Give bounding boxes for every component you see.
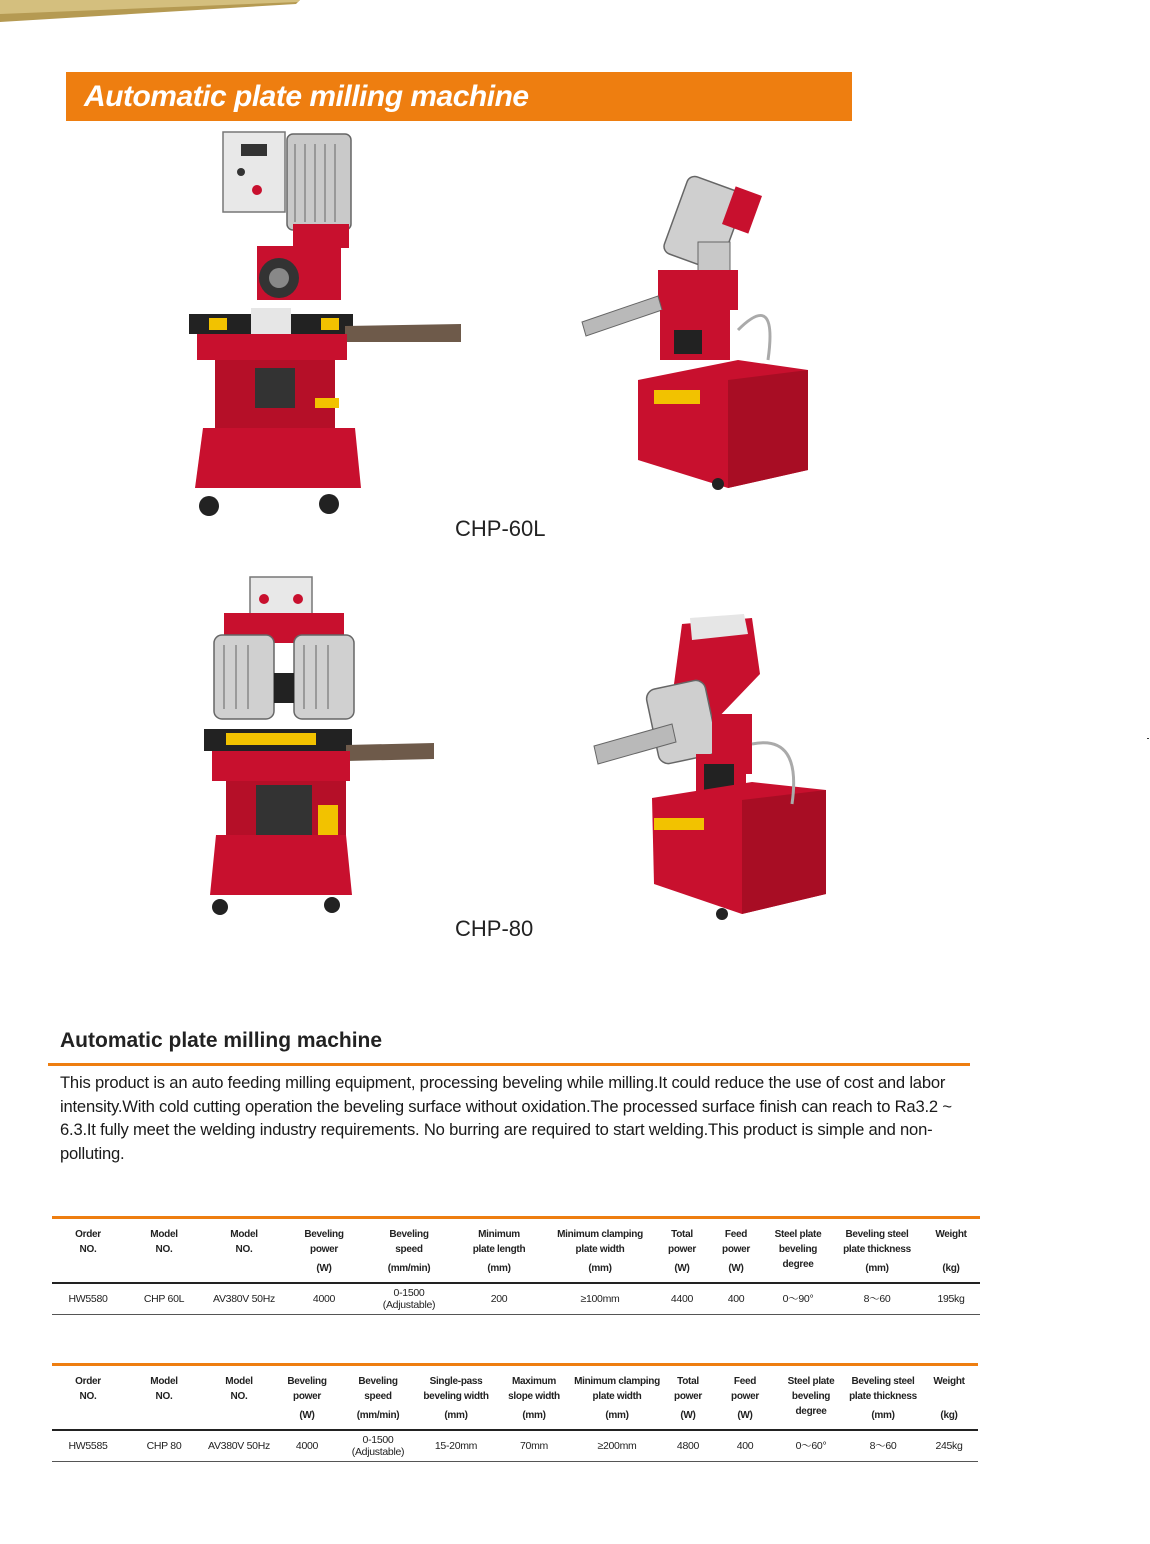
cell-voltage: AV380V 50Hz — [204, 1430, 274, 1462]
cell-single-pass-width: 15-20mm — [416, 1430, 496, 1462]
table-header-row — [52, 1365, 978, 1431]
col-beveling-speed: Beveling speed (mm/min) — [364, 1218, 454, 1284]
col-min-clamping-width: Minimum clamping plate width (mm) — [544, 1218, 656, 1284]
cell-model: CHP 60L — [124, 1283, 204, 1315]
col-plate-thickness: Beveling steel plate thickness (mm) — [832, 1218, 922, 1284]
cell-beveling-power: 4000 — [284, 1283, 364, 1315]
cell-min-clamping-width: ≥100mm — [544, 1283, 656, 1315]
cell-feed-power: 400 — [714, 1430, 776, 1462]
chp80-front-photo — [186, 575, 436, 915]
col-model-no-2: Model NO. — [204, 1218, 284, 1284]
cell-order-no: HW5580 — [52, 1283, 124, 1315]
col-model-no: Model NO. — [124, 1365, 204, 1431]
cell-voltage: AV380V 50Hz — [204, 1283, 284, 1315]
cell-plate-thickness: 8～60 — [832, 1283, 922, 1315]
cell-order-no: HW5585 — [52, 1430, 124, 1462]
cell-total-power: 4400 — [656, 1283, 708, 1315]
col-weight: Weight (kg) — [920, 1365, 978, 1431]
col-model-no-2: Model NO. — [204, 1365, 274, 1431]
col-beveling-power: Beveling power (W) — [284, 1218, 364, 1284]
col-feed-power: Feed power (W) — [708, 1218, 764, 1284]
cell-model: CHP 80 — [124, 1430, 204, 1462]
page-title: Automatic plate milling machine — [84, 80, 529, 113]
col-total-power: Total power (W) — [662, 1365, 714, 1431]
table-row — [52, 1283, 980, 1315]
title-banner — [66, 72, 852, 121]
cell-beveling-speed: 0-1500 (Adjustable) — [340, 1430, 416, 1462]
cell-min-clamping-width: ≥200mm — [572, 1430, 662, 1462]
cell-beveling-power: 4000 — [274, 1430, 340, 1462]
table-row — [52, 1430, 978, 1462]
col-min-clamping-width: Minimum clamping plate width (mm) — [572, 1365, 662, 1431]
chp60l-side-photo — [578, 170, 818, 490]
cell-total-power: 4800 — [662, 1430, 714, 1462]
spec-table-chp60l — [52, 1216, 980, 1315]
stray-dot — [1147, 738, 1149, 739]
col-plate-thickness: Beveling steel plate thickness (mm) — [846, 1365, 920, 1431]
col-single-pass-width: Single-pass beveling width (mm) — [416, 1365, 496, 1431]
cell-beveling-degree: 0～90° — [764, 1283, 832, 1315]
col-beveling-degree: Steel plate beveling degree — [776, 1365, 846, 1431]
col-beveling-speed: Beveling speed (mm/min) — [340, 1365, 416, 1431]
product-caption-chp60l: CHP-60L — [455, 516, 546, 541]
corner-decoration — [0, 0, 300, 22]
col-max-slope-width: Maximum slope width (mm) — [496, 1365, 572, 1431]
cell-beveling-degree: 0～60° — [776, 1430, 846, 1462]
spec-table-chp80 — [52, 1363, 978, 1462]
chp80-side-photo — [592, 614, 832, 924]
cell-weight: 245kg — [920, 1430, 978, 1462]
col-total-power: Total power (W) — [656, 1218, 708, 1284]
col-beveling-power: Beveling power (W) — [274, 1365, 340, 1431]
col-beveling-degree: Steel plate beveling degree — [764, 1218, 832, 1284]
product-caption-chp80: CHP-80 — [455, 916, 534, 941]
col-weight: Weight (kg) — [922, 1218, 980, 1284]
cell-beveling-speed: 0-1500 (Adjustable) — [364, 1283, 454, 1315]
cell-min-plate-length: 200 — [454, 1283, 544, 1315]
chp60l-front-photo — [175, 128, 465, 524]
col-order-no: Order NO. — [52, 1365, 124, 1431]
col-feed-power: Feed power (W) — [714, 1365, 776, 1431]
cell-max-slope-width: 70mm — [496, 1430, 572, 1462]
col-order-no: Order NO. — [52, 1218, 124, 1284]
cell-feed-power: 400 — [708, 1283, 764, 1315]
table-header-row — [52, 1218, 980, 1284]
section-title: Automatic plate milling machine — [60, 1029, 383, 1052]
product-description: This product is an auto feeding milling equipment, processing beveling while milling.It could reduce the use of cost and labor intensity.With cold cutting operation the beveling surface without oxidation.The processed surface finish can reach to Ra3.2 ~ 6.3.It fully meet the welding industry requirements. No burring are required to start welding.This product is simple and non-polluting. — [60, 1073, 952, 1163]
col-model-no: Model NO. — [124, 1218, 204, 1284]
col-min-plate-length: Minimum plate length (mm) — [454, 1218, 544, 1284]
cell-weight: 195kg — [922, 1283, 980, 1315]
section-divider — [48, 1063, 970, 1066]
cell-plate-thickness: 8～60 — [846, 1430, 920, 1462]
